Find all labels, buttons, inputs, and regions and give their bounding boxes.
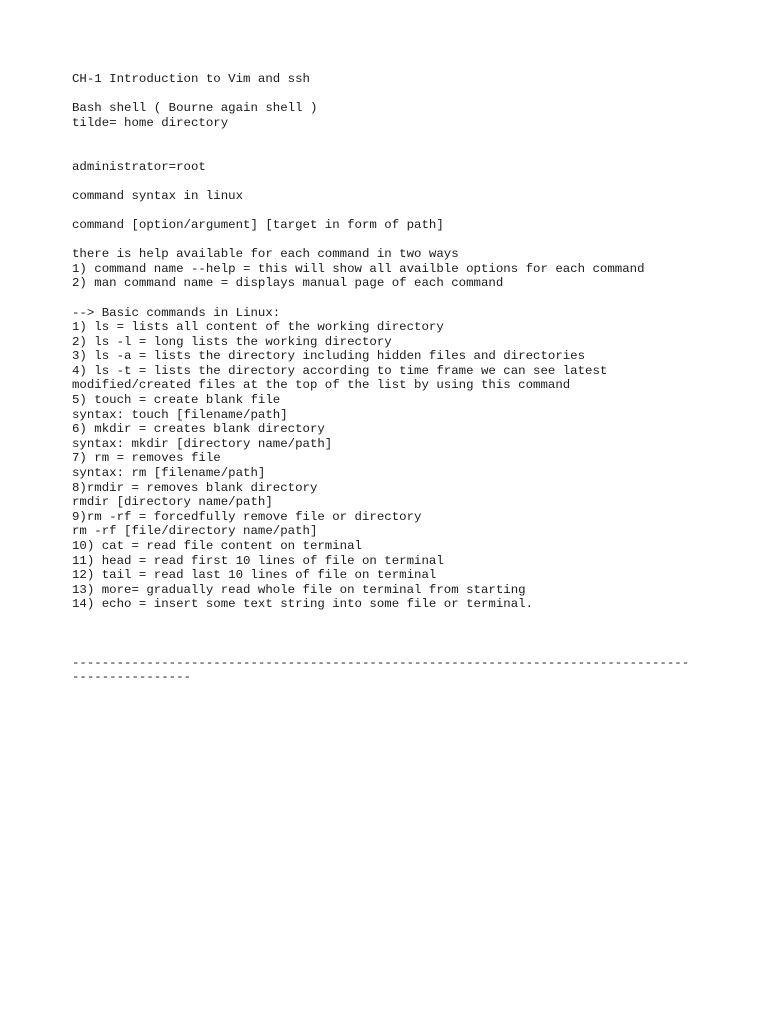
text-line: 2) man command name = displays manual page of each command	[72, 276, 504, 291]
dashed-separator: -----------------------------------------------------------------------------------	[72, 655, 690, 670]
list-item: 11) head = read first 10 lines of file on terminal	[72, 553, 444, 568]
blank-line	[72, 130, 712, 145]
document-page	[72, 72, 712, 685]
list-item: modified/created files at the top of the list by using this command	[72, 378, 571, 393]
list-item: 1) ls = lists all content of the working directory	[72, 320, 444, 335]
text-line: administrator=root	[72, 159, 206, 174]
list-item: 12) tail = read last 10 lines of file on terminal	[72, 568, 437, 583]
list-item: 6) mkdir = creates blank directory	[72, 422, 325, 437]
blank-line	[72, 627, 712, 642]
blank-line	[72, 641, 712, 656]
blank-line	[72, 145, 712, 160]
blank-line	[72, 291, 712, 306]
blank-line	[72, 87, 712, 102]
list-item: 13) more= gradually read whole file on terminal from starting	[72, 582, 526, 597]
text-line: Bash shell ( Bourne again shell )	[72, 101, 318, 116]
blank-line	[72, 203, 712, 218]
dashed-separator-continuation: ----------------	[72, 670, 191, 685]
text-line: there is help available for each command in two ways	[72, 247, 459, 262]
list-item: 3) ls -a = lists the directory including hidden files and directories	[72, 349, 586, 364]
text-line: 1) command name --help = this will show all availble options for each command	[72, 261, 645, 276]
syntax-line: rm -rf [file/directory name/path]	[72, 524, 318, 539]
text-line: command [option/argument] [target in form of path]	[72, 217, 444, 232]
syntax-line: syntax: mkdir [directory name/path]	[72, 436, 333, 451]
blank-line	[72, 174, 712, 189]
blank-line	[72, 612, 712, 627]
list-item: 14) echo = insert some text string into some file or terminal.	[72, 597, 534, 612]
syntax-line: syntax: rm [filename/path]	[72, 466, 266, 481]
list-item: 8)rmdir = removes blank directory	[72, 480, 318, 495]
syntax-line: rmdir [directory name/path]	[72, 495, 273, 510]
list-item: 2) ls -l = long lists the working directory	[72, 334, 392, 349]
list-item: 9)rm -rf = forcedfully remove file or directory	[72, 509, 422, 524]
list-item: 7) rm = removes file	[72, 451, 221, 466]
syntax-line: syntax: touch [filename/path]	[72, 407, 288, 422]
text-line: tilde= home directory	[72, 115, 229, 130]
text-line: command syntax in linux	[72, 188, 244, 203]
blank-line	[72, 233, 712, 248]
list-item: 5) touch = create blank file	[72, 393, 281, 408]
document-title: CH-1 Introduction to Vim and ssh	[72, 72, 310, 86]
list-item: 4) ls -t = lists the directory according to time frame we can see latest	[72, 363, 608, 378]
section-heading: --> Basic commands in Linux:	[72, 305, 281, 320]
list-item: 10) cat = read file content on terminal	[72, 539, 362, 553]
